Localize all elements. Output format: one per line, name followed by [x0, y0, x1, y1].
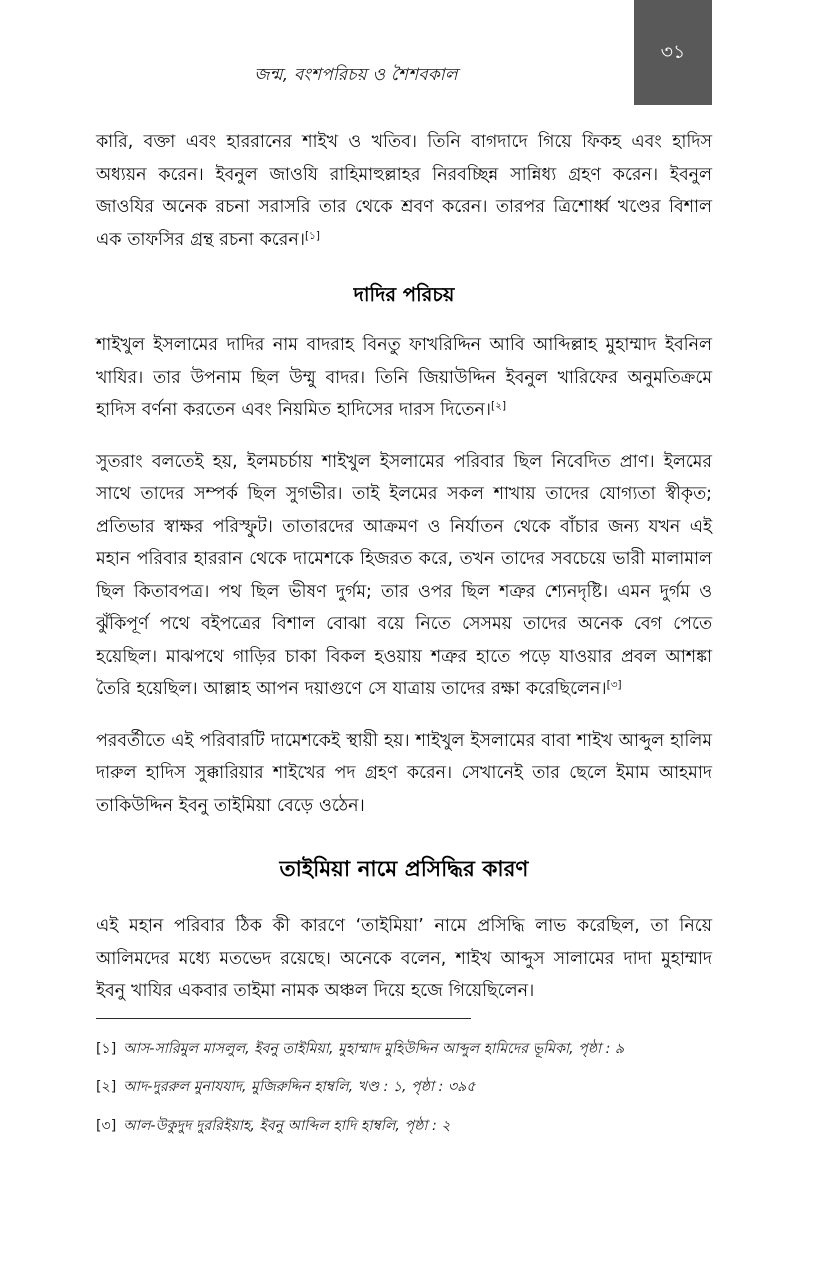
footnote-ref-1[interactable]: [১] [304, 229, 320, 242]
footnote-item-1 [96, 1039, 712, 1060]
footnote-separator-rule [96, 1018, 471, 1019]
footnote-ref-3[interactable]: [৩] [606, 679, 622, 692]
paragraph-2 [96, 329, 712, 427]
paragraph-3 [96, 446, 712, 706]
footnote-marker-3: [৩] [96, 1117, 117, 1134]
footnote-item-3 [96, 1116, 712, 1137]
footnote-item-2 [96, 1077, 712, 1098]
page-number-box [634, 0, 712, 105]
page-number: ৩১ [660, 41, 686, 63]
paragraph-4 [96, 725, 712, 823]
paragraph-1 [96, 126, 712, 256]
running-header-title: জন্ম, বংশপরিচয় ও শৈশবকাল [254, 65, 458, 85]
paragraph-5 [96, 910, 712, 1008]
footnote-ref-2[interactable]: [২] [491, 400, 507, 413]
paragraph-2-text: শাইখুল ইসলামের দাদির নাম বাদরাহ বিনতু ফাখরিদ্দিন আবি আব্দিল্লাহ মুহাম্মাদ ইবনিল খাযির। তার উপনাম ছিল উম্মু বাদর। তিনি জিয়াউদ্দিন ইবনুল খারিফের অনুমতিক্রমে হাদিস বর্ণনা করতেন এবং নিয়মিত হাদিসের দারস দিতেন। [96, 335, 712, 421]
page-content [96, 126, 712, 1008]
paragraph-3-text: সুতরাং বলতেই হয়, ইলমচর্চায় শাইখুল ইসলামের পরিবার ছিল নিবেদিত প্রাণ। ইলমের সাথে তাদের সম্পর্ক ছিল সুগভীর। তাই ইলমের সকল শাখায় তাদের যোগ্যতা স্বীকৃত; প্রতিভার স্বাক্ষর পরিস্ফুট। তাতারদের আক্রমণ ও নির্যাতন থেকে বাঁচার জন্য যখন এই মহান পরিবার হাররান থেকে দামেশকে হিজরত করে, তখন তাদের সবচেয়ে ভারী মালামাল ছিল কিতাবপত্র। পথ ছিল ভীষণ দুর্গম; তার ওপর ছিল শত্রুর শ্যেনদৃষ্টি। এমন দুর্গম ও ঝুঁকিপূর্ণ পথে বইপত্রের বিশাল বোঝা বয়ে নিতে সেসময় তাদের অনেক বেগ পেতে হয়েছিল। মাঝপথে গাড়ির চাকা বিকল হওয়ায় শত্রুর হাতে পড়ে যাওয়ার প্রবল আশঙ্কা তৈরি হয়েছিল। আল্লাহ আপন দয়াগুণে সে যাত্রায় তাদের রক্ষা করেছিলেন। [96, 451, 712, 700]
footnote-text-2: আদ-দুররুল মুনাযযাদ, মুজিরুদ্দিন হাম্বলি, খণ্ড : ১, পৃষ্ঠা : ৩৯৫ [123, 1079, 476, 1096]
paragraph-1-text: কারি, বক্তা এবং হাররানের শাইখ ও খতিব। তিনি বাগদাদে গিয়ে ফিকহ এবং হাদিস অধ্যয়ন করেন। ইবনুল জাওযি রাহিমাহুল্লাহর নিরবচ্ছিন্ন সান্নিধ্য গ্রহণ করেন। ইবনুল জাওযির অনেক রচনা সরাসরি তার থেকে শ্রবণ করেন। তারপর ত্রিশোর্ধ্ব খণ্ডের বিশাল এক তাফসির গ্রন্থ রচনা করেন। [96, 132, 712, 250]
section-heading-dadir-porichoy: দাদির পরিচয় [353, 283, 455, 306]
paragraph-4-text: পরবর্তীতে এই পরিবারটি দামেশকেই স্থায়ী হয়। শাইখুল ইসলামের বাবা শাইখ আব্দুল হালিম দারুল হাদিস সুক্কারিয়ার শাইখের পদ গ্রহণ করেন। সেখানেই তার ছেলে ইমাম আহমাদ তাকিউদ্দিন ইবনু তাইমিয়া বেড়ে ওঠেন। [96, 730, 712, 816]
footnotes-section [96, 1018, 712, 1137]
footnote-marker-1: [১] [96, 1041, 117, 1057]
footnote-text-3: আল-উকুদুদ দুররিইয়াহ, ইবনু আব্দিল হাদি হাম্বলি, পৃষ্ঠা : ২ [123, 1117, 451, 1134]
footnote-marker-2: [২] [96, 1079, 117, 1096]
paragraph-5-text: এই মহান পরিবার ঠিক কী কারণে ‘তাইমিয়া’ নামে প্রসিদ্ধি লাভ করেছিল, তা নিয়ে আলিমদের মধ্যে মতভেদ রয়েছে। অনেকে বলেন, শাইখ আব্দুস সালামের দাদা মুহাম্মাদ ইবনু খাযির একবার তাইমা নামক অঞ্চল দিয়ে হজে গিয়েছিলেন। [96, 916, 712, 1002]
section-heading-taimiya-name: তাইমিয়া নামে প্রসিদ্ধির কারণ [279, 857, 529, 883]
footnote-text-1: আস-সারিমুল মাসলুল, ইবনু তাইমিয়া, মুহাম্মাদ মুহিউদ্দিন আব্দুল হামিদের ভূমিকা, পৃষ্ঠা : ৯ [123, 1041, 625, 1057]
